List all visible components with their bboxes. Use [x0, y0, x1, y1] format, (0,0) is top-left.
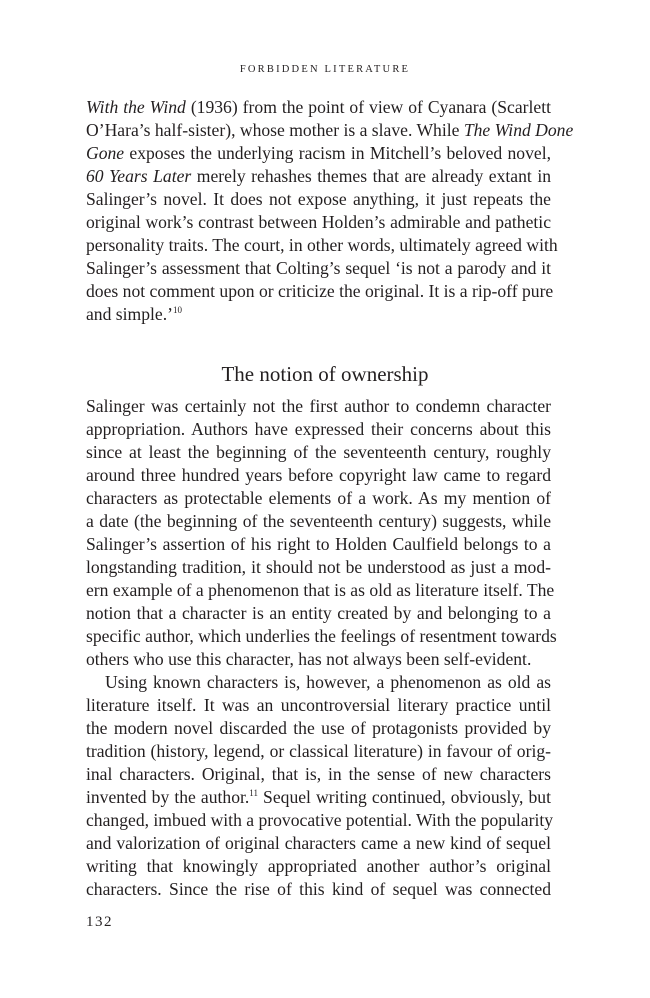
text-segment: invented by the author.: [86, 787, 250, 807]
text-segment: Salinger’s assessment that Colting’s sequel ‘is not a parody and it: [86, 258, 551, 278]
text-segment: merely rehashes themes that are already extant in: [196, 166, 551, 186]
text-line: [86, 96, 551, 119]
text-line: [86, 303, 551, 326]
text-line: since at least the beginning of the seventeenth century, roughly: [86, 442, 551, 462]
text-line: and valorization of original characters came a new kind of sequel: [86, 833, 551, 853]
text-line: [86, 234, 558, 257]
text-line: others who use this character, has not always been self-evident.: [86, 649, 532, 669]
text-line: longstanding tradition, it should not be understood as just a mod-: [86, 557, 551, 577]
text-line: [86, 165, 551, 188]
text-line: Using known characters is, however, a phenomenon as old as: [105, 672, 551, 692]
text-line: writing that knowingly appropriated another author’s original: [86, 856, 551, 876]
text-line: [86, 257, 551, 280]
text-segment: exposes the underlying racism in Mitchell’s beloved novel,: [129, 143, 551, 163]
text-line: Salinger’s assertion of his right to Holden Caulfield belongs to a: [86, 534, 551, 554]
text-line: inal characters. Original, that is, in the sense of new characters: [86, 764, 551, 784]
text-line: notion that a character is an entity created by and belonging to a: [86, 603, 551, 623]
text-line: [86, 786, 551, 809]
text-segment: does not comment upon or criticize the original. It is a rip-off pure: [86, 281, 554, 301]
text-segment: Sequel writing continued, obviously, but: [257, 787, 551, 807]
text-line: changed, imbued with a provocative potential. With the popularity: [86, 810, 554, 830]
running-head: FORBIDDEN LITERATURE: [239, 64, 411, 75]
text-segment: Salinger’s novel. It does not expose anything, it just repeats the: [86, 189, 551, 209]
text-segment: and simple.’: [86, 304, 173, 324]
text-line: characters as protectable elements of a work. As my mention of: [86, 488, 551, 508]
text-line: appropriation. Authors have expressed their concerns about this: [86, 419, 551, 439]
text-line: around three hundred years before copyright law came to regard: [86, 465, 551, 485]
text-segment: O’Hara’s half-sister), whose mother is a slave. While: [86, 120, 464, 140]
body-text: [86, 395, 557, 901]
text-line: tradition (history, legend, or classical literature) in favour of orig-: [86, 741, 551, 761]
text-line: a date (the beginning of the seventeenth century) suggests, while: [86, 511, 551, 531]
text-line: specific author, which underlies the feelings of resentment towards: [86, 626, 557, 646]
footnote-ref: 10: [172, 305, 182, 315]
text-segment: original work’s contrast between Holden’s admirable and pathetic: [86, 212, 551, 232]
text-line: [86, 142, 551, 165]
text-line: characters. Since the rise of this kind of sequel was connected: [86, 879, 551, 899]
text-line: the modern novel discarded the use of protagonists provided by: [86, 718, 551, 738]
text-line: literature itself. It was an uncontroversial literary practice until: [86, 695, 551, 715]
text-segment: personality traits. The court, in other words, ultimately agreed with: [86, 235, 558, 255]
text-line: [86, 119, 574, 142]
page-number: 132: [86, 914, 113, 930]
text-line: [86, 188, 551, 211]
paragraph-continued: [86, 96, 574, 326]
italic-title: Gone: [86, 143, 125, 163]
text-line: ern example of a phenomenon that is as old as literature itself. The: [86, 580, 555, 600]
text-segment: (1936) from the point of view of Cyanara (Scarlett: [190, 97, 551, 117]
italic-title: 60 Years Later: [86, 166, 192, 186]
text-line: Salinger was certainly not the first author to condemn character: [86, 396, 551, 416]
italic-title: The Wind Done: [463, 120, 574, 140]
footnote-ref: 11: [249, 788, 258, 798]
section-heading: The notion of ownership: [221, 362, 429, 386]
text-line: [86, 211, 551, 234]
italic-title: With the Wind: [86, 97, 186, 117]
text-line: [86, 280, 554, 303]
